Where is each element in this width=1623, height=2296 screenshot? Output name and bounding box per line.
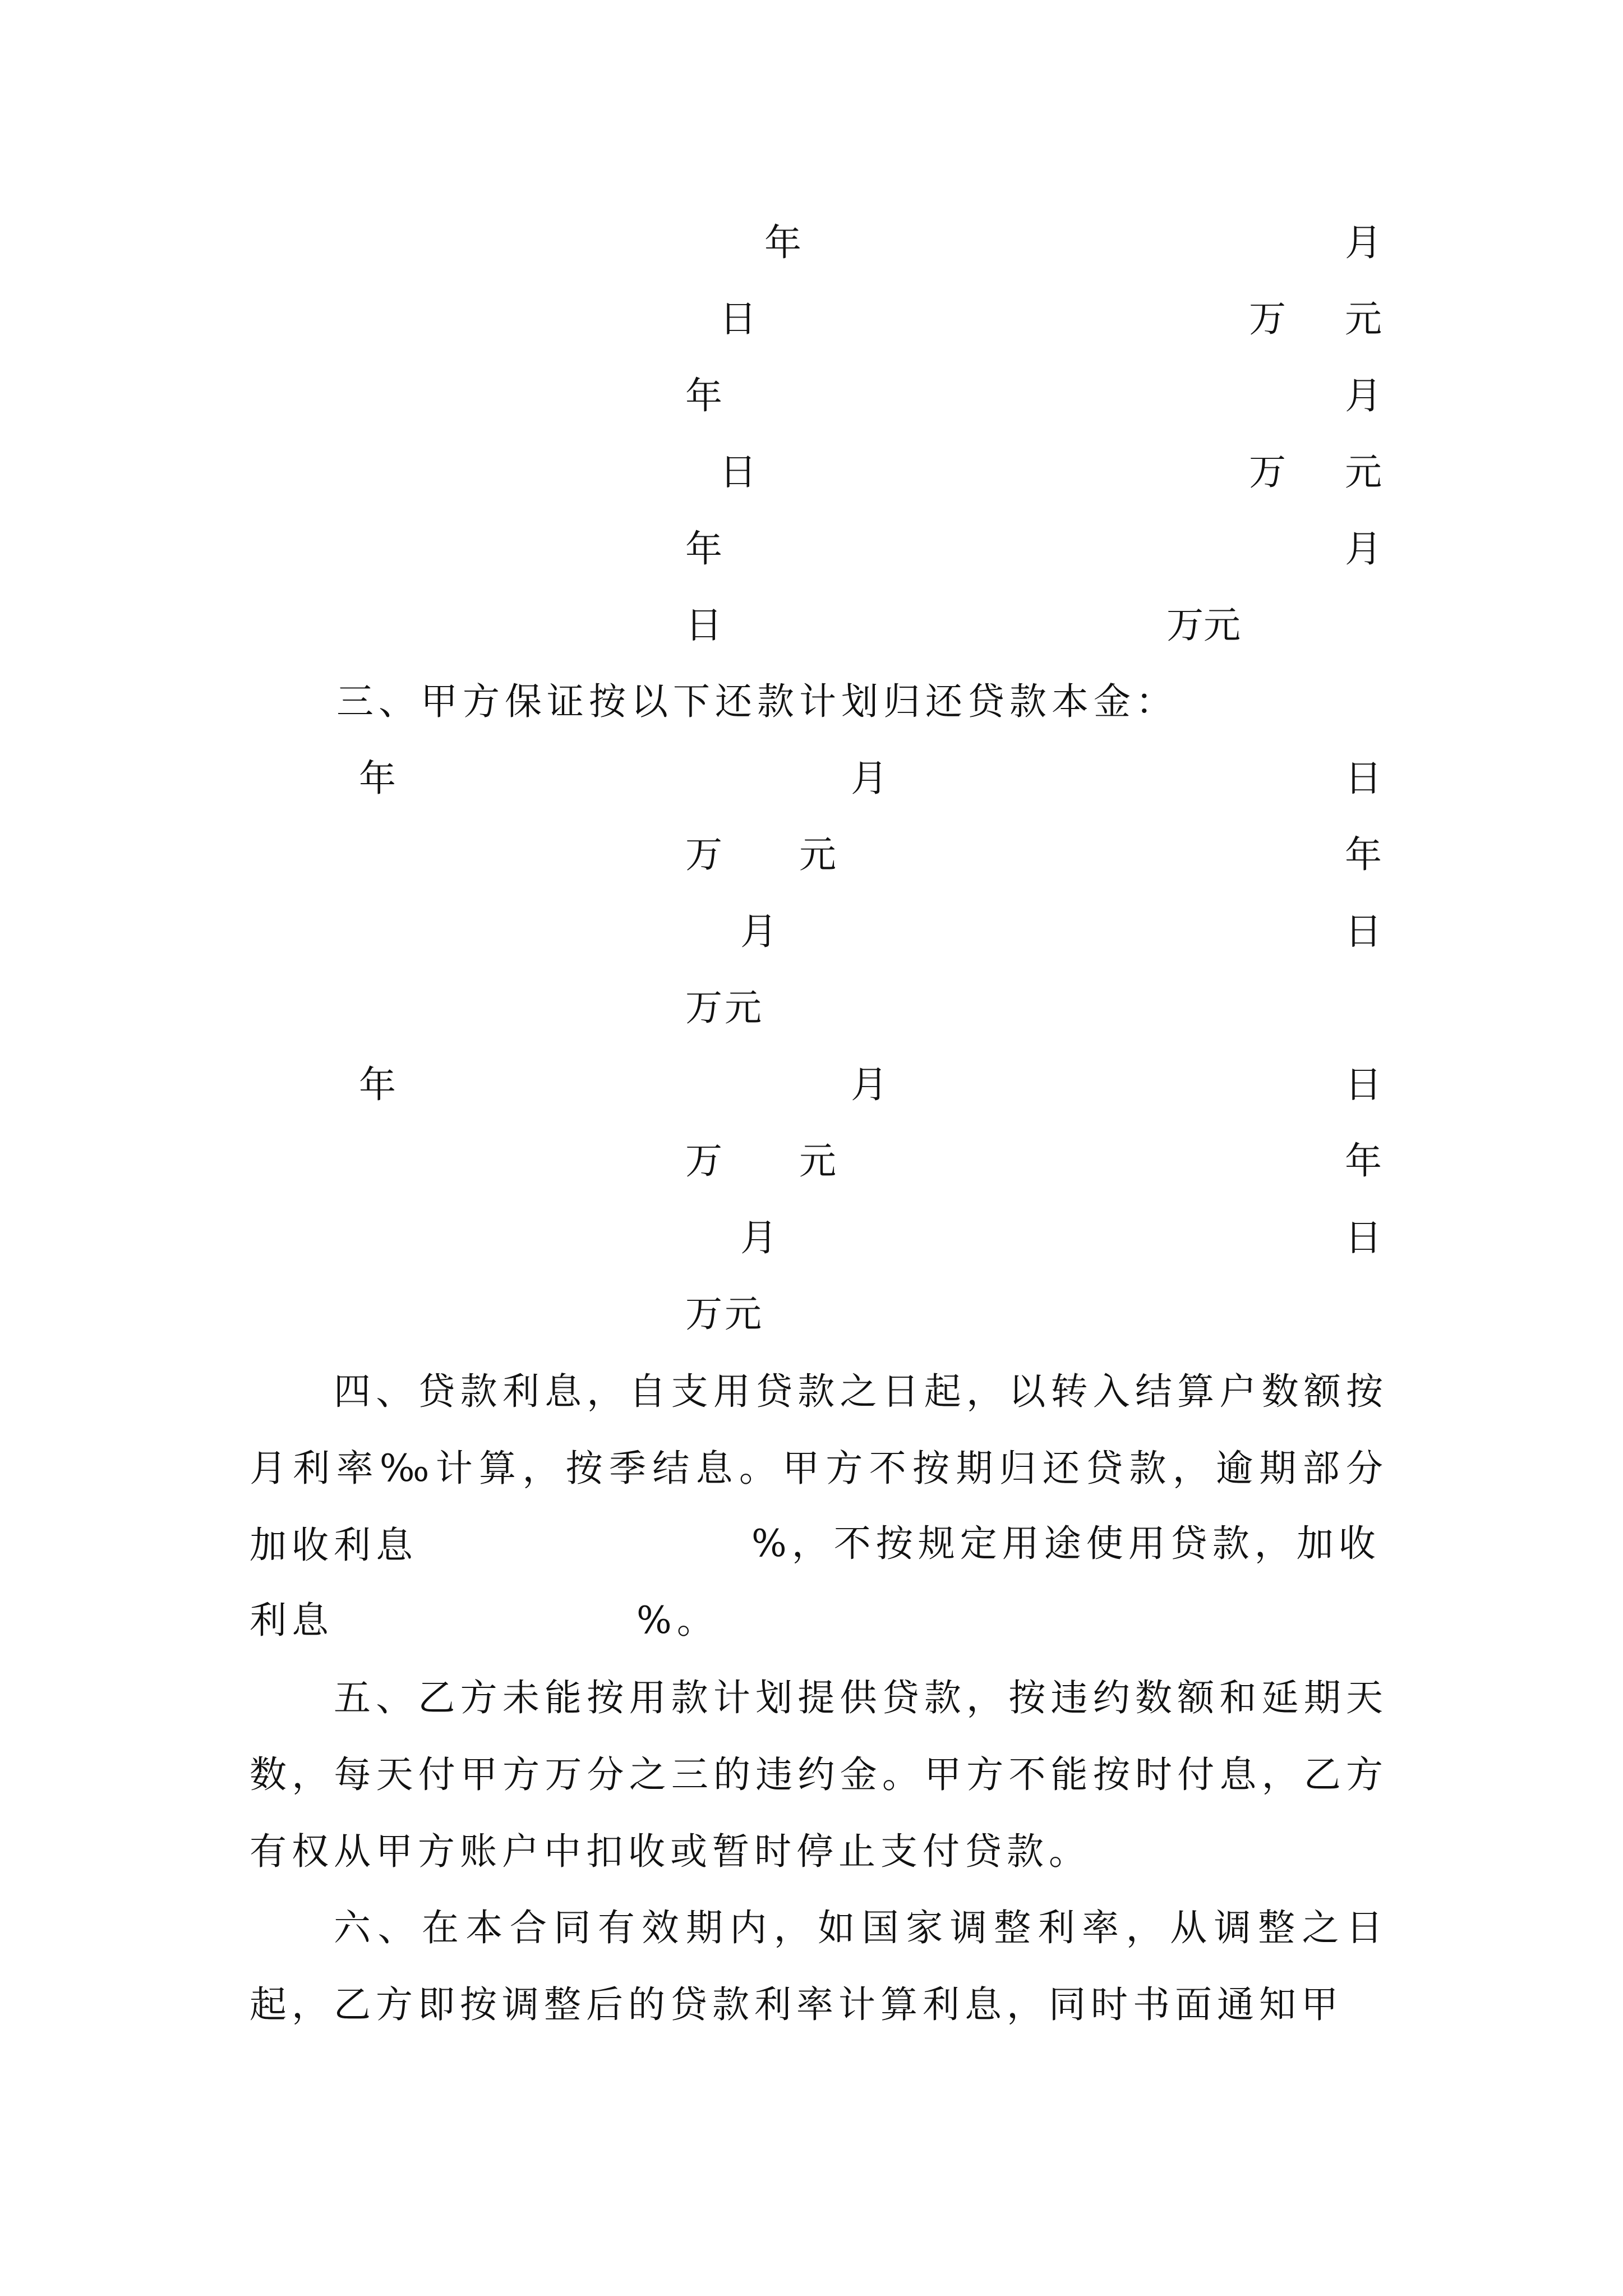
- section-4-misuse-label: 利息: [250, 1599, 334, 1642]
- schedule-wan-2: 万: [1249, 450, 1286, 494]
- section-4-misuse-rate-tail: %。: [637, 1599, 719, 1642]
- schedule-year-3: 年: [685, 527, 722, 570]
- section-6-paragraph: 六、在本合同有效期内，如国家调整利率，从调整之日起，乙方即按调整后的贷款利率计算利息，同时书面通知甲: [250, 1906, 1388, 2026]
- schedule-yuan-2: 元: [1345, 450, 1382, 494]
- schedule-day-1: 日: [720, 297, 757, 341]
- repay-month-2: 月: [740, 910, 777, 953]
- repay-yuan-1: 元: [799, 833, 836, 876]
- repay-month-4: 月: [740, 1216, 777, 1259]
- schedule-day-3: 日: [685, 604, 722, 647]
- repay-year-1: 年: [359, 757, 396, 800]
- schedule-month-1: 月: [1345, 221, 1382, 264]
- schedule-wan-1: 万: [1249, 297, 1286, 341]
- repay-day-4: 日: [1345, 1216, 1382, 1259]
- repay-year-4: 年: [1345, 1139, 1382, 1182]
- schedule-month-3: 月: [1345, 527, 1382, 570]
- repay-day-2: 日: [1345, 910, 1382, 953]
- schedule-yuan-1: 元: [1345, 297, 1382, 341]
- section-3-heading: 三、甲方保证按以下还款计划归还贷款本金：: [336, 680, 1178, 723]
- repay-month-1: 月: [851, 757, 888, 800]
- schedule-year-1: 年: [764, 221, 801, 264]
- schedule-wanyuan-3: 万元: [1166, 604, 1241, 647]
- repay-day-3: 日: [1345, 1063, 1382, 1106]
- schedule-month-2: 月: [1345, 374, 1382, 417]
- repay-day-1: 日: [1345, 757, 1382, 800]
- repay-yuan-3: 元: [799, 1139, 836, 1182]
- schedule-year-2: 年: [685, 374, 722, 417]
- section-4-overdue-rate-tail: %，不按规定用途使用贷款，加收: [751, 1522, 1381, 1565]
- repay-year-2: 年: [1345, 833, 1382, 876]
- repay-month-3: 月: [851, 1063, 888, 1106]
- repay-wan-1: 万: [685, 833, 722, 876]
- section-5-paragraph: 五、乙方未能按用款计划提供贷款，按违约数额和延期天数，每天付甲方万分之三的违约金。甲方不能按时付息，乙方有权从甲方账户中扣收或暂时停止支付贷款。: [250, 1676, 1388, 1873]
- repay-wan-3: 万: [685, 1139, 722, 1182]
- repay-wanyuan-4: 万元: [685, 1292, 764, 1336]
- section-4-paragraph: 四、贷款利息，自支用贷款之日起，以转入结算户数额按月利率‰计算，按季结息。甲方不按期归还贷款，逾期部分加收利息: [250, 1370, 1388, 1567]
- repay-wanyuan-2: 万元: [685, 986, 764, 1029]
- repay-year-3: 年: [359, 1063, 396, 1106]
- schedule-day-2: 日: [720, 450, 757, 494]
